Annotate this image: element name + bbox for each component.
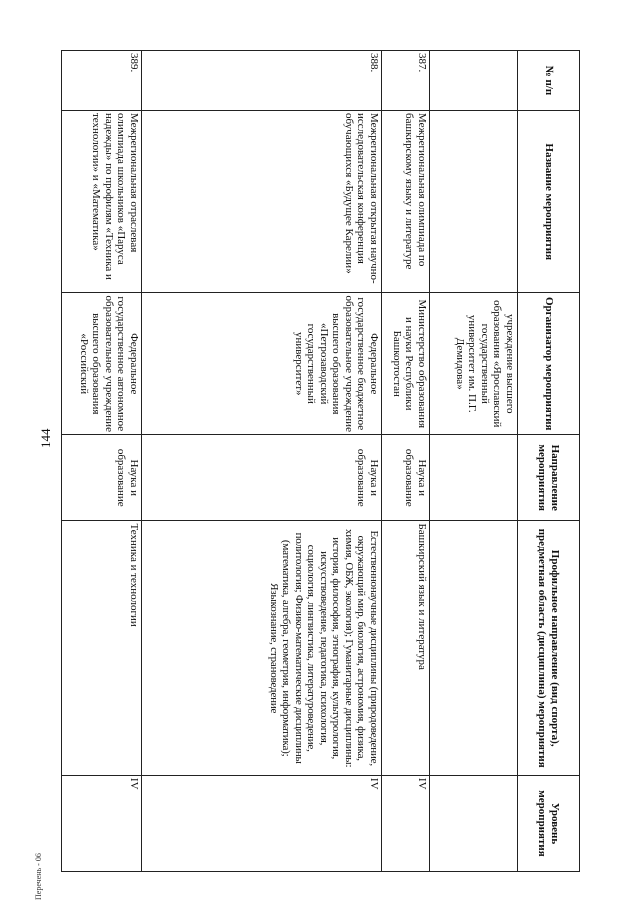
page-number: 144 (38, 428, 53, 448)
cell-level: IV (382, 775, 430, 871)
cell-num (430, 51, 518, 111)
table-row (430, 51, 518, 872)
rotated-table-wrapper (62, 50, 580, 872)
cell-name: Межрегиональная открытая научно-исследовательская конференция обучающихся «Будущее Карелии» (142, 111, 382, 293)
cell-organizer: учреждение высшего образования «Ярославский государственный университет им. П.Г. Демидова» (430, 293, 518, 435)
cell-num: 388. (142, 51, 382, 111)
cell-direction: Наука и образование (62, 435, 142, 521)
cell-level (430, 775, 518, 871)
header-profile: Профильное направление (вид спорта), предметная область (дисциплина) мероприятия (518, 521, 580, 775)
header-name: Название мероприятия (518, 111, 580, 293)
header-organizer: Организатор мероприятия (518, 293, 580, 435)
cell-profile: Естественнонаучные дисциплины (природоведение, окружающий мир, биология, астрономия, физика, химия, ОБЖ, экология); Гуманитарные дисциплины: история, философия, этнография, культурология, искусствоведение, педагогика, психология, социология, лингвистика, литературоведение, политология; Физико-математические дисциплины (математика, алгебра, геометрия, информатика); Языкознание, страноведение (142, 521, 382, 775)
cell-organizer: Министерство образования и науки Республики Башкортостан (382, 293, 430, 435)
cell-organizer: Федеральное государственное бюджетное образовательное учреждение высшего образования «Петрозаводский государственный университет» (142, 293, 382, 435)
cell-num: 389. (62, 51, 142, 111)
cell-profile: Техника и технологии (62, 521, 142, 775)
header-num: № п/п (518, 51, 580, 111)
header-direction: Направление мероприятия (518, 435, 580, 521)
table-row (142, 51, 382, 872)
cell-direction (430, 435, 518, 521)
cell-name: Межрегиональная олимпиада по башкирскому языку и литературе (382, 111, 430, 293)
cell-direction: Наука и образование (382, 435, 430, 521)
cell-profile (430, 521, 518, 775)
table-row (62, 51, 142, 872)
cell-organizer: Федеральное государственное автономное образовательное учреждение высшего образования «Российский (62, 293, 142, 435)
cell-name (430, 111, 518, 293)
table-row (382, 51, 430, 872)
cell-num: 387. (382, 51, 430, 111)
footer-note: Перечень - 06 (34, 853, 43, 900)
header-level: Уровень мероприятия (518, 775, 580, 871)
events-table (61, 50, 580, 872)
cell-level: IV (62, 775, 142, 871)
cell-name: Межрегиональная отраслевая олимпиада школьников «Паруса надежды» по профилям «Техника и технологии» и «Математика» (62, 111, 142, 293)
cell-profile: Башкирский язык и литература (382, 521, 430, 775)
cell-level: IV (142, 775, 382, 871)
cell-direction: Наука и образование (142, 435, 382, 521)
table-header-row (518, 51, 580, 872)
